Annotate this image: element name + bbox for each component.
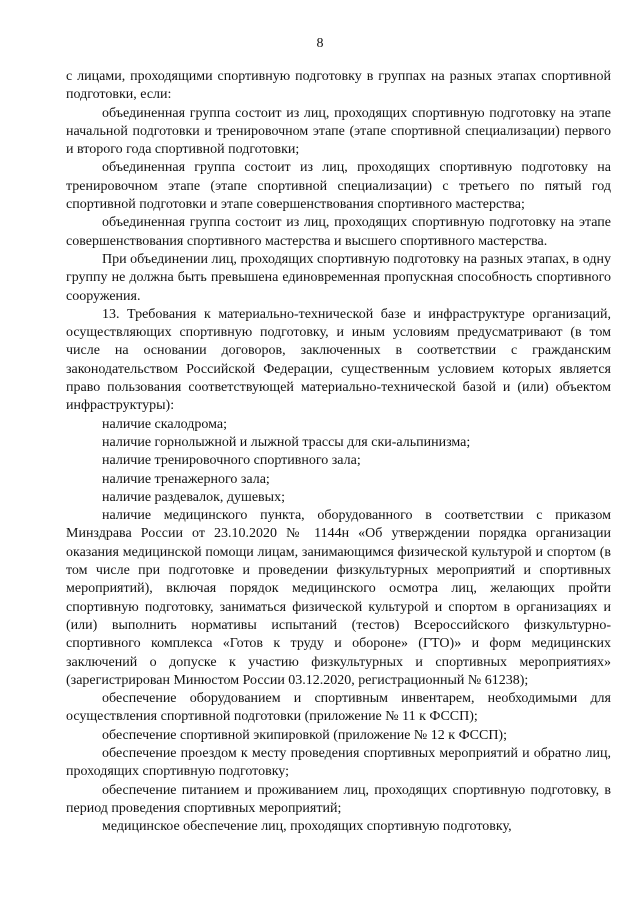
page-number: 8 bbox=[316, 36, 324, 51]
paragraph: обеспечение оборудованием и спортивным инвентарем, необходимыми для осуществления спортивной подготовки (приложение № 11 к ФССП); bbox=[66, 691, 611, 725]
list-item: наличие тренировочного спортивного зала; bbox=[102, 453, 361, 469]
paragraph: медицинское обеспечение лиц, проходящих спортивную подготовку, bbox=[102, 819, 512, 835]
list-item: наличие раздевалок, душевых; bbox=[102, 489, 285, 505]
paragraph: обеспечение проездом к месту проведения спортивных мероприятий и обратно лиц, проходящих спортивную подготовку; bbox=[66, 745, 611, 780]
list-item: наличие тренажерного зала; bbox=[102, 471, 270, 487]
paragraph: объединенная группа состоит из лиц, проходящих спортивную подготовку на этапе начальной подготовки и тренировочном этапе (этапе спортивной специализации) первого и второго года спортивной подготовки; bbox=[66, 105, 611, 158]
paragraph: обеспечение питанием и проживанием лиц, проходящих спортивную подготовку, в период проведения спортивных мероприятий; bbox=[66, 782, 611, 816]
paragraph: обеспечение спортивной экипировкой (приложение № 12 к ФССП); bbox=[102, 727, 507, 743]
paragraph: объединенная группа состоит из лиц, проходящих спортивную подготовку на этапе совершенствования спортивного мастерства и высшего спортивного мастерства. bbox=[66, 215, 611, 249]
paragraph: объединенная группа состоит из лиц, проходящих спортивную подготовку на тренировочном этапе (этапе спортивной специализации) с третьего по пятый год спортивной подготовки и этапе совершенствования спортивного мастерства; bbox=[66, 160, 611, 213]
list-item: наличие горнолыжной и лыжной трассы для ски-альпинизма; bbox=[102, 434, 471, 450]
paragraph: наличие медицинского пункта, оборудованного в соответствии с приказом Минздрава России от 23.10.2020 № 1144н «Об утверждении порядка организации оказания медицинской помощи лицам, занимающимся физической культурой и спортом (в том числе при подготовке и проведении физкультурных мероприятий и спортивных мероприятий), включая порядок медицинского осмотра лиц, желающих пройти спортивную подготовку, заниматься физической культурой и спортом в организациях и (или) выполнить нормативы испытаний (тестов) Всероссийского физкультурно-спортивного комплекса «Готов к труду и обороне» (ГТО)» и форм медицинских заключений о допуске к участию физкультурных и спортивных мероприятиях» (зарегистрирован Минюстом России 03.12.2020, регистрационный № 61238); bbox=[66, 508, 611, 688]
document-body bbox=[66, 68, 611, 836]
paragraph: с лицами, проходящими спортивную подготовку в группах на разных этапах спортивной подготовки, если: bbox=[66, 69, 611, 103]
paragraph: При объединении лиц, проходящих спортивную подготовку на разных этапах, в одну группу не должна быть превышена единовременная пропускная способность спортивного сооружения. bbox=[66, 251, 611, 304]
paragraph: 13. Требования к материально-технической базе и инфраструктуре организаций, осуществляющих спортивную подготовку, и иным условиям предусматривают (в том числе на основании договоров, заключенных в соответствии с гражданским законодательством Российской Федерации, существенным условием которых является право пользования соответствующей материально-технической базой и (или) объектом инфраструктуры): bbox=[66, 306, 611, 414]
list-item: наличие скалодрома; bbox=[102, 416, 228, 432]
